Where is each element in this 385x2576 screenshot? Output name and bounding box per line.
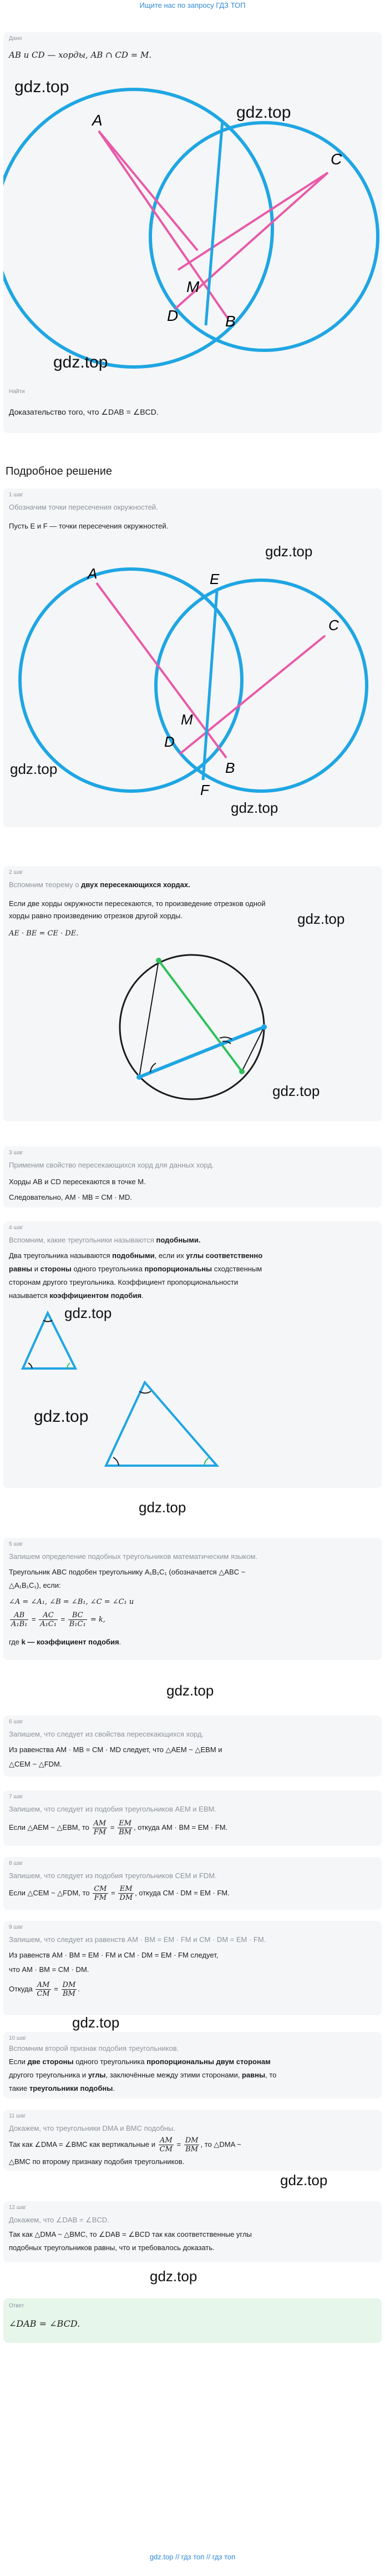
step-text: Пусть E и F — точки пересечения окружностей. <box>9 522 169 530</box>
step-text: △A₁B₁C₁), если: <box>9 1581 61 1589</box>
step-text: такие треугольники подобны. <box>9 2084 115 2092</box>
watermark: gdz.top <box>53 353 108 371</box>
step-text: Два треугольника называются подобными, если их углы соответственно <box>9 1251 263 1260</box>
step-card <box>3 489 382 827</box>
watermark: gdz.top <box>272 1083 320 1099</box>
step-note-bold: подобными. <box>156 1236 201 1244</box>
fraction: $\frac{DM}{BM}$ <box>185 2136 199 2154</box>
step-text: другого треугольника и углы, заключённые между этими сторонами, равны, то <box>9 2071 277 2079</box>
point-label-e: E <box>210 571 220 587</box>
step-card <box>3 866 382 1121</box>
step-card <box>3 1921 382 2015</box>
answer-label: Ответ <box>9 2303 24 2309</box>
fraction: $\frac{AC}{\text{A₁C₁}}$ <box>40 1611 57 1628</box>
step-text: что AM · BM = CM · DM. <box>9 1965 89 1974</box>
circle-right <box>150 123 378 350</box>
step-text: подобных треугольников равны, что и требовалось доказать. <box>9 2243 215 2252</box>
watermark: gdz.top <box>231 799 278 816</box>
find-card <box>3 383 382 433</box>
step-label: 11 шаг <box>9 2113 26 2119</box>
step-text: ∠A = ∠A₁, ∠B = ∠B₁, ∠C = ∠C₁ и <box>9 1598 134 1606</box>
fraction: $\frac{AM}{FM}$ <box>93 1819 107 1837</box>
step-card <box>3 2201 382 2262</box>
chord-cd <box>180 636 325 754</box>
fraction: $\frac{DM}{BM}$ <box>62 1981 76 1998</box>
watermark: gdz.top <box>64 1305 112 1321</box>
point-label-c: C <box>328 617 339 633</box>
step-text: △CEM ~ △FDM. <box>9 1760 62 1768</box>
footer-links[interactable]: gdz.top // гдз топ // гдз топ <box>149 2553 236 2561</box>
answer-text: ∠DAB = ∠BCD. <box>9 2318 80 2329</box>
step-text: Если две стороны одного треугольника пропорциональны двум сторонам <box>9 2057 271 2066</box>
given-card <box>3 32 382 421</box>
point-label-d: D <box>167 307 179 324</box>
chords-theorem-figure <box>3 949 382 1110</box>
step-note: Запишем, что следует из равенств AM · BM = EM · FM и CM · DM = EM · FM. <box>9 1935 266 1944</box>
point-label-d: D <box>164 733 175 750</box>
given-label: Дано <box>9 36 22 42</box>
step-text: Следовательно, AM · MB = CM · MD. <box>9 1193 133 1201</box>
chord-black <box>139 960 159 1077</box>
step-note <box>9 1236 201 1244</box>
fraction: $\frac{CM}{FM}$ <box>94 1885 107 1902</box>
watermark: gdz.top <box>150 2268 197 2285</box>
step-note: Применим свойство пересекающихся хорд для данных хорд. <box>9 1161 214 1169</box>
point-label-c: C <box>331 150 342 168</box>
step-note: Запишем определение подобных треугольников математическим языком. <box>9 1552 257 1561</box>
watermark: gdz.top <box>14 78 69 96</box>
point-label-b: B <box>225 759 235 776</box>
step-note: Вспомним второй признак подобия треугольников. <box>9 2044 179 2052</box>
chord-green <box>159 960 242 1071</box>
step-label: 6 шаг <box>9 1719 23 1725</box>
step-text: Если △CEM ~ △FDM, то $\frac{CM}{FM}$ = $\frac{EM}{DM}$ , откуда CM · DM = EM · FM. <box>9 1885 230 1902</box>
point-label-m: M <box>186 278 200 295</box>
step-formula: AE · BE = CE · DE. <box>9 929 79 938</box>
step-text: Откуда $\frac{AM}{CM}$ = $\frac{DM}{BM}$ . <box>9 1981 80 1998</box>
step-text: Так как △DMA ~ △BMC, то ∠DAB = ∠BCD так как соответственные углы <box>9 2230 252 2238</box>
step-text: сторонам другого треугольника. Коэффициент пропорциональности <box>9 1278 239 1286</box>
step-note-prefix: Вспомним, какие треугольники называются <box>9 1236 156 1244</box>
step-label: 1 шаг <box>9 492 23 498</box>
step-text: Хорды AB и CD пересекаются в точке M. <box>9 1178 146 1186</box>
step-card <box>3 1715 382 1777</box>
fraction: $\frac{BC}{\text{B₁C₁}}$ <box>69 1611 86 1628</box>
chord-ab-left <box>99 131 197 250</box>
similar-triangles-figure <box>3 1305 382 1471</box>
step-text: Из равенств AM · BM = EM · FM и CM · DM = EM · FM следует, <box>9 1951 219 1959</box>
fraction: $\frac{EM}{DM}$ <box>119 1885 133 1902</box>
top-search-link[interactable]: Ищите нас по запросу ГДЗ ТОП <box>139 1 246 9</box>
given-text: AB и CD — хорды, AB ∩ CD = M. <box>9 50 152 60</box>
watermark: gdz.top <box>10 761 58 777</box>
find-text: Доказательство того, что ∠DAB = ∠BCD. <box>9 407 159 416</box>
step-text: где k — коэффициент подобия. <box>9 1638 121 1646</box>
point-label-m: M <box>181 711 193 728</box>
step-label: 2 шаг <box>9 869 23 876</box>
point-label-f: F <box>200 782 209 798</box>
step-text: △BMC по второму признаку подобия треугольников. <box>9 2157 185 2166</box>
fraction: $\frac{EM}{BM}$ <box>119 1819 131 1837</box>
step-card <box>3 1538 382 1660</box>
chord-blue <box>139 1027 264 1077</box>
step-note: Запишем, что следует из подобия треугольников AEM и EBM. <box>9 1805 216 1813</box>
watermark: gdz.top <box>297 910 345 927</box>
step-note: Обозначим точки пересечения окружностей. <box>9 503 158 511</box>
step-label: 8 шаг <box>9 1860 23 1866</box>
step-text: называется коэффициентом подобия. <box>9 1291 144 1300</box>
step-card <box>3 2032 382 2099</box>
step-note <box>9 881 190 889</box>
watermark: gdz.top <box>236 103 291 122</box>
step-card <box>3 1857 382 1910</box>
step-text: Треугольник ABC подобен треугольнику A₁B₁C₁ (обозначается △ABC ~ <box>9 1568 246 1576</box>
step-label: 3 шаг <box>9 1150 23 1156</box>
fraction: $\frac{AM}{CM}$ <box>37 1981 50 1998</box>
step-note: Запишем, что следует из подобия треугольников CEM и FDM. <box>9 1871 217 1880</box>
large-triangle <box>106 1382 217 1466</box>
circle-left <box>20 569 242 791</box>
solution-title: Подробное решение <box>6 465 113 477</box>
step-card <box>3 1790 382 1846</box>
find-label: Найти <box>9 389 25 395</box>
watermark: gdz.top <box>280 2172 328 2188</box>
step-text: Из равенства AM · MB = CM · MD следует, что △AEM ~ △EBM и <box>9 1745 222 1754</box>
watermark: gdz.top <box>265 543 313 560</box>
watermark: gdz.top <box>166 1682 214 1699</box>
step-label: 7 шаг <box>9 1794 23 1800</box>
step-card <box>3 1221 382 1488</box>
step-label: 10 шаг <box>9 2035 27 2041</box>
fraction: $\frac{AB}{\text{A₁B₁}}$ <box>11 1611 28 1628</box>
step-label: 12 шаг <box>9 2205 27 2211</box>
step-card <box>3 2110 382 2171</box>
step-note: Запишем, что следует из свойства пересекающихся хорд. <box>9 1730 204 1738</box>
step-card <box>3 1146 382 1208</box>
step-note: Докажем, что треугольники DMA и BMC подобны. <box>9 2124 175 2132</box>
step-text: равны и стороны одного треугольника пропорциональны сходственным <box>9 1265 262 1273</box>
circle-right <box>156 580 367 791</box>
step-note: Докажем, что ∠DAB = ∠BCD. <box>9 2216 109 2224</box>
step-note-bold: двух пересекающихся хордах. <box>81 881 190 889</box>
point-label-a: A <box>92 112 103 129</box>
common-chord <box>206 121 222 325</box>
step-label: 4 шаг <box>9 1225 23 1231</box>
step-text: Если △AEM ~ △EBM, то $\frac{AM}{FM}$ = $\frac{EM}{BM}$ , откуда AM · BM = EM · FM. <box>9 1819 228 1837</box>
step-text: Так как ∠DMA = ∠BMC как вертикальные и $\frac{AM}{CM}$ = $\frac{DM}{BM}$ , то △DMA ~ <box>9 2136 241 2154</box>
step-label: 9 шаг <box>9 1924 23 1930</box>
step-label: 5 шаг <box>9 1541 23 1547</box>
step1-figure <box>3 544 382 822</box>
watermark: gdz.top <box>72 2014 120 2031</box>
chord-cd <box>178 173 328 270</box>
ratio-line: $\frac{AB}{\text{A₁B₁}}$ = $\frac{AC}{\text{A₁C₁}}$ = $\frac{BC}{\text{B₁C₁}}$ = k, <box>11 1611 105 1628</box>
step-note-prefix: Вспомним теорему о <box>9 881 82 889</box>
step-text: хорды равно произведению отрезков другой хорды. <box>9 912 183 920</box>
step-text: Если две хорды окружности пересекаются, то произведение отрезков одной <box>9 899 266 908</box>
point-label-b: B <box>225 313 236 330</box>
answer-card <box>3 2298 382 2343</box>
fraction: $\frac{AM}{CM}$ <box>159 2136 173 2154</box>
watermark: gdz.top <box>34 1407 89 1426</box>
watermark: gdz.top <box>139 1499 186 1516</box>
point-label-a: A <box>88 565 98 582</box>
